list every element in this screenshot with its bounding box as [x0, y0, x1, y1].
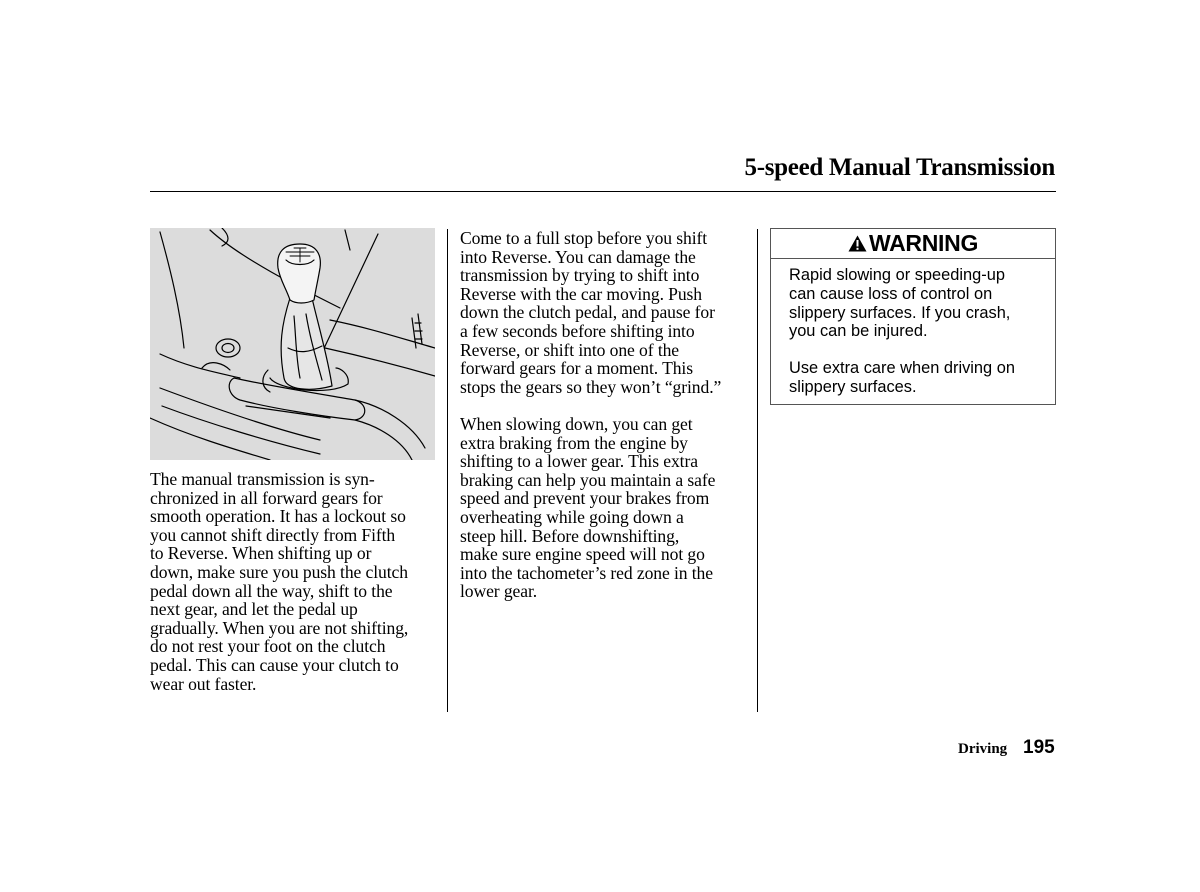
body-text-downshift: When slowing down, you can get extra braking from the engine by shifting to a lower gear. This extra braking can help you maintain a safe speed and prevent your brakes from overheating while going down a steep hill. Before downshifting, make sure engine speed will not go into the tachometer’s red zone in the lower gear.: [460, 414, 716, 602]
shift-lever-illustration: [150, 228, 435, 460]
page-title: 5-speed Manual Transmission: [744, 154, 1055, 181]
column-divider-right: [757, 229, 758, 712]
title-divider: [150, 191, 1056, 192]
warning-label: WARNING: [868, 230, 979, 256]
warning-text-loss-of-control: Rapid slowing or speeding-up can cause loss of control on slippery surfaces. If you crash, you can be injured.: [789, 266, 1011, 341]
warning-text-extra-care: Use extra care when driving on slippery surfaces.: [789, 359, 1015, 396]
footer-section-name: Driving: [958, 741, 1008, 757]
warning-box: [770, 228, 1056, 405]
warning-triangle-icon: [848, 235, 867, 252]
body-text-left: The manual transmission is syn- chronized in all forward gears for smooth operation. It has a lockout so you cannot shift directly from Fifth to Reverse. When shifting up or down, make sure you push the clutch pedal down all the way, shift to the next gear, and let the pedal up gradually. When you are not shifting, do not rest your foot on the clutch pedal. This can cause your clutch to wear out faster.: [150, 469, 409, 694]
page-number: 195: [1023, 737, 1055, 758]
column-divider-left: [447, 229, 448, 712]
warning-header: [771, 229, 1055, 259]
body-text-reverse: Come to a full stop before you shift into Reverse. You can damage the transmission by trying to shift into Reverse with the car moving. Push down the clutch pedal, and pause for a few seconds before shifting into Reverse, or shift into one of the forward gears for a moment. This stops the gears so they won’t “grind.”: [460, 228, 722, 397]
